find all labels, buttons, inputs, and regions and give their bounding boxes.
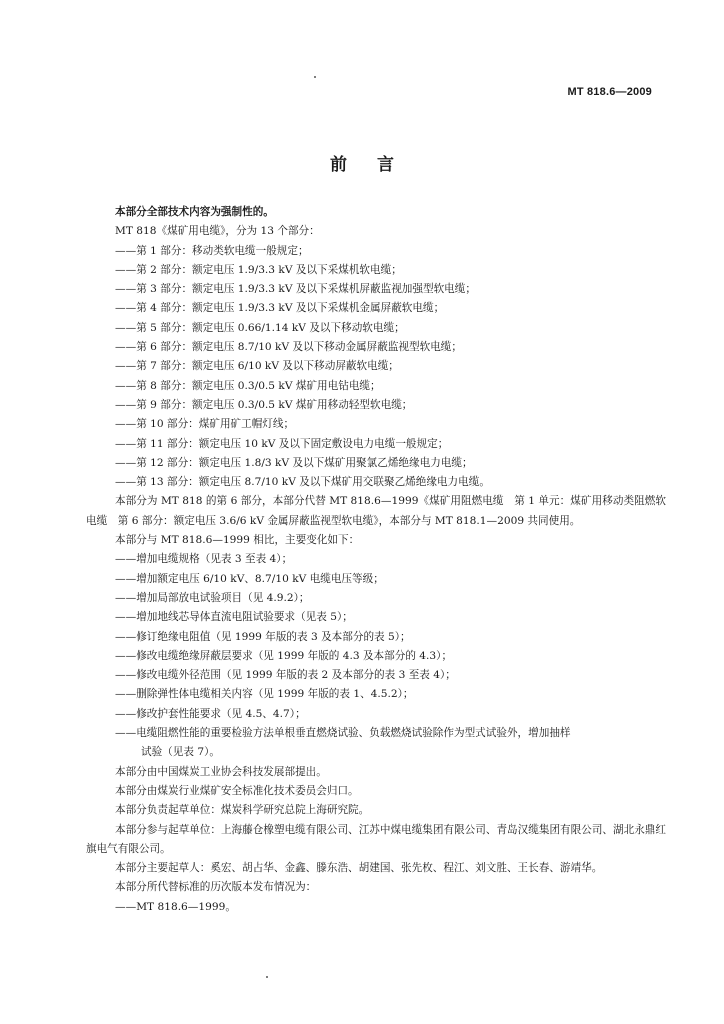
list-item: ——第 5 部分：额定电压 0.66/1.14 kV 及以下移动软电缆；	[115, 321, 405, 334]
list-item: ——第 6 部分：额定电压 8.7/10 kV 及以下移动金属屏蔽监视型软电缆；	[115, 341, 462, 354]
paragraph-previous-editions: 本部分所代替标准的历次版本发布情况为：	[115, 881, 317, 894]
paragraph-committee: 本部分由煤炭行业煤矿安全标准化技术委员会归口。	[115, 784, 359, 797]
list-item: ——MT 818.6—1999。	[115, 900, 236, 913]
list-item: ——删除弹性体电缆相关内容（见 1999 年版的表 1、4.5.2）；	[115, 688, 414, 701]
list-item: ——第 2 部分：额定电压 1.9/3.3 kV 及以下采煤机软电缆；	[115, 263, 402, 276]
paragraph-changes-intro: 本部分与 MT 818.6—1999 相比，主要变化如下：	[115, 534, 360, 547]
paragraph-series-intro: MT 818《煤矿用电缆》，分为 13 个部分：	[115, 225, 320, 238]
list-item: ——第 3 部分：额定电压 1.9/3.3 kV 及以下采煤机屏蔽监视加强型软电缆；	[115, 283, 476, 296]
paragraph-participating-drafters: 本部分参与起草单位：上海藤仓橡塑电缆有限公司、江苏中煤电缆集团有限公司、青岛汉缆集团有限公司、湖北永鼎红旗电气有限公司。	[86, 823, 666, 855]
paragraph-main-drafters: 本部分主要起草人：奚宏、胡占华、金鑫、滕东浩、胡建国、张先枚、程江、刘文胜、王长春、游靖华。	[115, 862, 603, 875]
paragraph-mandatory-statement: 本部分全部技术内容为强制性的。	[115, 206, 274, 218]
list-item: ——第 12 部分：额定电压 1.8/3 kV 及以下煤矿用聚氯乙烯绝缘电力电缆；	[115, 456, 473, 469]
list-item: ——第 8 部分：额定电压 0.3/0.5 kV 煤矿用电钻电缆；	[115, 379, 381, 392]
paragraph-replacement-note: 本部分为 MT 818 的第 6 部分，本部分代替 MT 818.6—1999《煤矿用阻燃电缆 第 1 单元：煤矿用移动类阻燃软电缆 第 6 部分：额定电压 3.6/6 kV 金属屏蔽监视型软电缆》，本部分与 MT 818.1—2009 共同使用。	[86, 495, 666, 527]
page-title: 前言	[330, 155, 424, 175]
scan-speck	[314, 76, 316, 78]
list-item: ——第 9 部分：额定电压 0.3/0.5 kV 煤矿用移动轻型软电缆；	[115, 398, 413, 411]
paragraph-proposer: 本部分由中国煤炭工业协会科技发展部提出。	[115, 765, 327, 778]
list-item: ——增加局部放电试验项目（见 4.9.2）；	[115, 591, 310, 604]
list-item: ——第 4 部分：额定电压 1.9/3.3 kV 及以下采煤机金属屏蔽软电缆；	[115, 302, 445, 315]
list-item: ——增加地线芯导体直流电阻试验要求（见表 5）；	[115, 611, 353, 624]
list-item: ——修订绝缘电阻值（见 1999 年版的表 3 及本部分的表 5）；	[115, 630, 411, 643]
standard-code: MT 818.6—2009	[567, 86, 652, 98]
list-item-flame-test	[86, 724, 666, 763]
list-item: ——修改电缆外径范围（见 1999 年版的表 2 及本部分的表 3 至表 4）；	[115, 669, 456, 682]
list-item-text: ——电缆阻燃性能的重要检验方法单根垂直燃烧试验、负载燃烧试验除作为型式试验外，增加抽样	[115, 727, 571, 740]
list-item: ——修改护套性能要求（见 4.5、4.7）；	[115, 707, 306, 720]
list-item: ——第 7 部分：额定电压 6/10 kV 及以下移动屏蔽软电缆；	[115, 360, 399, 373]
list-item: ——第 1 部分：移动类软电缆一般规定；	[115, 244, 309, 257]
foreword-body	[86, 203, 666, 917]
list-item: ——第 10 部分：煤矿用矿工帽灯线；	[115, 418, 295, 431]
scan-speck	[266, 976, 268, 978]
list-item: ——修改电缆绝缘屏蔽层要求（见 1999 年版的 4.3 及本部分的 4.3）；	[115, 649, 453, 662]
list-item-continuation: 试验（见表 7）。	[141, 746, 220, 759]
list-item: ——增加额定电压 6/10 kV、8.7/10 kV 电缆电压等级；	[115, 572, 384, 585]
list-item: ——第 13 部分：额定电压 8.7/10 kV 及以下煤矿用交联聚乙烯绝缘电力电缆。	[115, 476, 490, 489]
list-item: ——增加电缆规格（见表 3 至表 4）；	[115, 553, 293, 566]
list-item: ——第 11 部分：额定电压 10 kV 及以下固定敷设电力电缆一般规定；	[115, 437, 449, 450]
paragraph-lead-drafter: 本部分负责起草单位：煤炭科学研究总院上海研究院。	[115, 804, 370, 817]
